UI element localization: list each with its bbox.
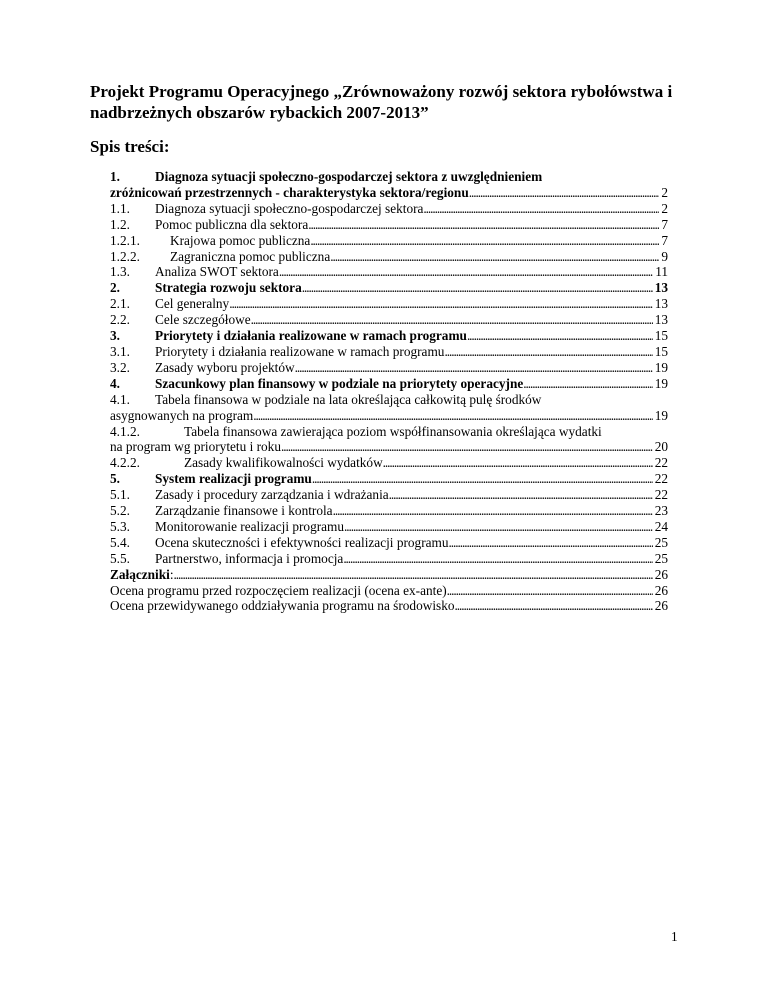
toc-entry-number: 3.2. <box>110 359 130 375</box>
toc-entry-title-line2: zróżnicowań przestrzennych - charakterystyka sektora/regionu <box>110 184 469 200</box>
toc-entry-title: Zagraniczna pomoc publiczna <box>170 248 331 264</box>
toc-entry-page: 15 <box>654 343 668 359</box>
toc-entry-number: 1.2. <box>110 216 130 232</box>
toc-entry-title: Monitorowanie realizacji programu <box>155 518 345 534</box>
dot-leader <box>295 360 653 376</box>
toc-entry-attachments[interactable] <box>110 567 668 583</box>
toc-entry-1-2-1[interactable] <box>110 233 668 249</box>
dot-leader <box>455 598 653 614</box>
toc-entry-number: 5.4. <box>110 534 130 550</box>
toc-entry-number: 2. <box>110 280 120 296</box>
toc-entry-number: 5. <box>110 471 120 487</box>
dot-leader <box>310 233 659 249</box>
toc-entry-number: 5.5. <box>110 550 130 566</box>
toc-entry-page: 7 <box>661 232 668 248</box>
toc-entry-4-2-2[interactable] <box>110 455 668 471</box>
dot-leader <box>344 519 653 535</box>
dot-leader <box>383 455 653 471</box>
toc-entry-page: 20 <box>654 439 668 455</box>
toc-entry-5-4[interactable] <box>110 535 668 551</box>
toc-entry-1-1[interactable] <box>110 201 668 217</box>
dot-leader <box>330 249 659 265</box>
toc-entry-environment[interactable] <box>110 598 668 614</box>
toc-entry-number: 4. <box>110 375 120 391</box>
toc-entry-page: 23 <box>654 503 668 519</box>
toc-entry-page: 19 <box>654 359 668 375</box>
dot-leader <box>302 280 653 296</box>
dot-leader <box>251 312 653 328</box>
document-title: Projekt Programu Operacyjnego „Zrównoważony rozwój sektora rybołówstwa i nadbrzeżnych obszarów rybackich 2007-2013” <box>90 82 673 122</box>
toc-entry-1-3[interactable] <box>110 264 668 280</box>
dot-leader <box>467 328 653 344</box>
toc-entry-2-2[interactable] <box>110 312 668 328</box>
toc-entry-title: Zasady i procedury zarządzania i wdrażania <box>155 487 389 503</box>
toc-entry-3[interactable] <box>110 328 668 344</box>
toc-entry-title-line2: asygnowanych na program <box>110 407 254 423</box>
toc-entry-title: Ocena przewidywanego oddziaływania programu na środowisko <box>110 598 455 614</box>
toc-entry-3-2[interactable] <box>110 360 668 376</box>
toc-entry-5-1[interactable] <box>110 487 668 503</box>
toc-entry-page: 19 <box>654 407 668 423</box>
toc-entry-number: 1. <box>110 169 120 184</box>
toc-entry-title-line1: Diagnoza sytuacji społeczno-gospodarczej sektora z uwzględnieniem <box>155 169 543 184</box>
toc-entry-title: Pomoc publiczna dla sektora <box>155 216 309 232</box>
dot-leader <box>312 471 653 487</box>
toc-entry-page: 9 <box>661 248 668 264</box>
toc-entry-page: 24 <box>654 518 668 534</box>
toc-entry-title: Priorytety i działania realizowane w ramach programu <box>155 328 467 344</box>
toc-entry-5-2[interactable] <box>110 503 668 519</box>
toc-entry-number: 1.3. <box>110 264 130 280</box>
toc-entry-title: Zarządzanie finansowe i kontrola <box>155 503 333 519</box>
toc-entry-title: System realizacji programu <box>155 471 312 487</box>
dot-leader <box>281 439 653 455</box>
table-of-contents <box>110 169 668 614</box>
dot-leader <box>444 344 652 360</box>
toc-entry-title-line1: Tabela finansowa w podziale na lata określająca całkowitą pulę środków <box>155 391 542 407</box>
toc-entry-number: 5.3. <box>110 518 130 534</box>
toc-entry-page: 15 <box>654 328 668 344</box>
toc-entry-page: 22 <box>654 455 668 471</box>
dot-leader <box>333 503 653 519</box>
toc-entry-number: 5.1. <box>110 487 130 503</box>
toc-entry-number: 4.1. <box>110 391 130 407</box>
dot-leader <box>423 201 659 217</box>
toc-entry-title: Diagnoza sytuacji społeczno-gospodarczej sektora <box>155 200 424 216</box>
toc-entry-page: 26 <box>654 566 668 582</box>
toc-entry-number: 2.1. <box>110 296 130 312</box>
toc-entry-4[interactable] <box>110 376 668 392</box>
toc-entry-page: 13 <box>654 296 668 312</box>
toc-entry-page: 22 <box>654 471 668 487</box>
toc-entry-page: 19 <box>654 375 668 391</box>
page-number: 1 <box>671 929 678 944</box>
toc-entry-number: 4.2.2. <box>110 455 140 471</box>
dot-leader <box>174 567 653 583</box>
toc-entry-page: 25 <box>654 550 668 566</box>
toc-entry-title: Zasady kwalifikowalności wydatków <box>184 455 383 471</box>
toc-entry-page: 22 <box>654 487 668 503</box>
toc-entry-title: Partnerstwo, informacja i promocja <box>155 550 344 566</box>
toc-entry-number: 3.1. <box>110 343 130 359</box>
toc-entry-page: 13 <box>654 280 668 296</box>
dot-leader <box>343 551 652 567</box>
toc-heading: Spis treści: <box>90 137 170 156</box>
dot-leader <box>389 487 653 503</box>
toc-entry-title: Załączniki <box>110 566 170 582</box>
dot-leader <box>449 535 653 551</box>
toc-entry-1-2[interactable] <box>110 217 668 233</box>
toc-entry-number: 4.1.2. <box>110 423 140 439</box>
toc-entry-title: Priorytety i działania realizowane w ramach programu <box>155 343 445 359</box>
toc-entry-title: Ocena skuteczności i efektywności realizacji programu <box>155 534 449 550</box>
toc-entry-number: 1.2.1. <box>110 232 140 248</box>
toc-entry-1[interactable] <box>110 169 668 201</box>
toc-entry-title: Strategia rozwoju sektora <box>155 280 302 296</box>
toc-entry-3-1[interactable] <box>110 344 668 360</box>
toc-entry-page: 7 <box>661 216 668 232</box>
toc-entry-title-suffix: : <box>169 566 174 582</box>
toc-entry-page: 11 <box>655 264 668 280</box>
dot-leader <box>523 376 652 392</box>
toc-entry-title: Cel generalny <box>155 296 230 312</box>
toc-entry-number: 2.2. <box>110 312 130 328</box>
dot-leader <box>308 217 659 233</box>
toc-entry-number: 5.2. <box>110 503 130 519</box>
toc-entry-2[interactable] <box>110 280 668 296</box>
toc-entry-title: Cele szczegółowe <box>155 312 251 328</box>
toc-entry-4-1-2[interactable] <box>110 424 668 456</box>
toc-entry-page: 13 <box>654 312 668 328</box>
toc-entry-title: Ocena programu przed rozpoczęciem realizacji (ocena ex-ante) <box>110 582 447 598</box>
dot-leader <box>253 408 652 424</box>
toc-entry-page: 25 <box>654 534 668 550</box>
toc-entry-page: 26 <box>654 598 668 614</box>
toc-entry-title: Szacunkowy plan finansowy w podziale na priorytety operacyjne <box>155 375 524 391</box>
toc-entry-number: 3. <box>110 328 120 344</box>
toc-entry-title: Analiza SWOT sektora <box>155 264 279 280</box>
toc-entry-number: 1.2.2. <box>110 248 140 264</box>
dot-leader <box>447 583 653 599</box>
toc-entry-title-line1: Tabela finansowa zawierająca poziom współfinansowania określająca wydatki <box>184 423 602 439</box>
toc-entry-5-3[interactable] <box>110 519 668 535</box>
toc-entry-page: 2 <box>661 184 668 200</box>
toc-entry-title: Zasady wyboru projektów <box>155 359 295 375</box>
toc-entry-number: 1.1. <box>110 200 130 216</box>
toc-entry-title: Krajowa pomoc publiczna <box>170 232 311 248</box>
dot-leader <box>469 185 660 201</box>
toc-entry-ex-ante[interactable] <box>110 583 668 599</box>
toc-entry-1-2-2[interactable] <box>110 249 668 265</box>
dot-leader <box>229 296 652 312</box>
toc-entry-5-5[interactable] <box>110 551 668 567</box>
toc-entry-4-1[interactable] <box>110 392 668 424</box>
toc-entry-2-1[interactable] <box>110 296 668 312</box>
dot-leader <box>279 264 653 280</box>
toc-entry-title-line2: na program wg priorytetu i roku <box>110 439 281 455</box>
toc-entry-page: 26 <box>654 582 668 598</box>
toc-entry-page: 2 <box>661 200 668 216</box>
toc-entry-5[interactable] <box>110 471 668 487</box>
